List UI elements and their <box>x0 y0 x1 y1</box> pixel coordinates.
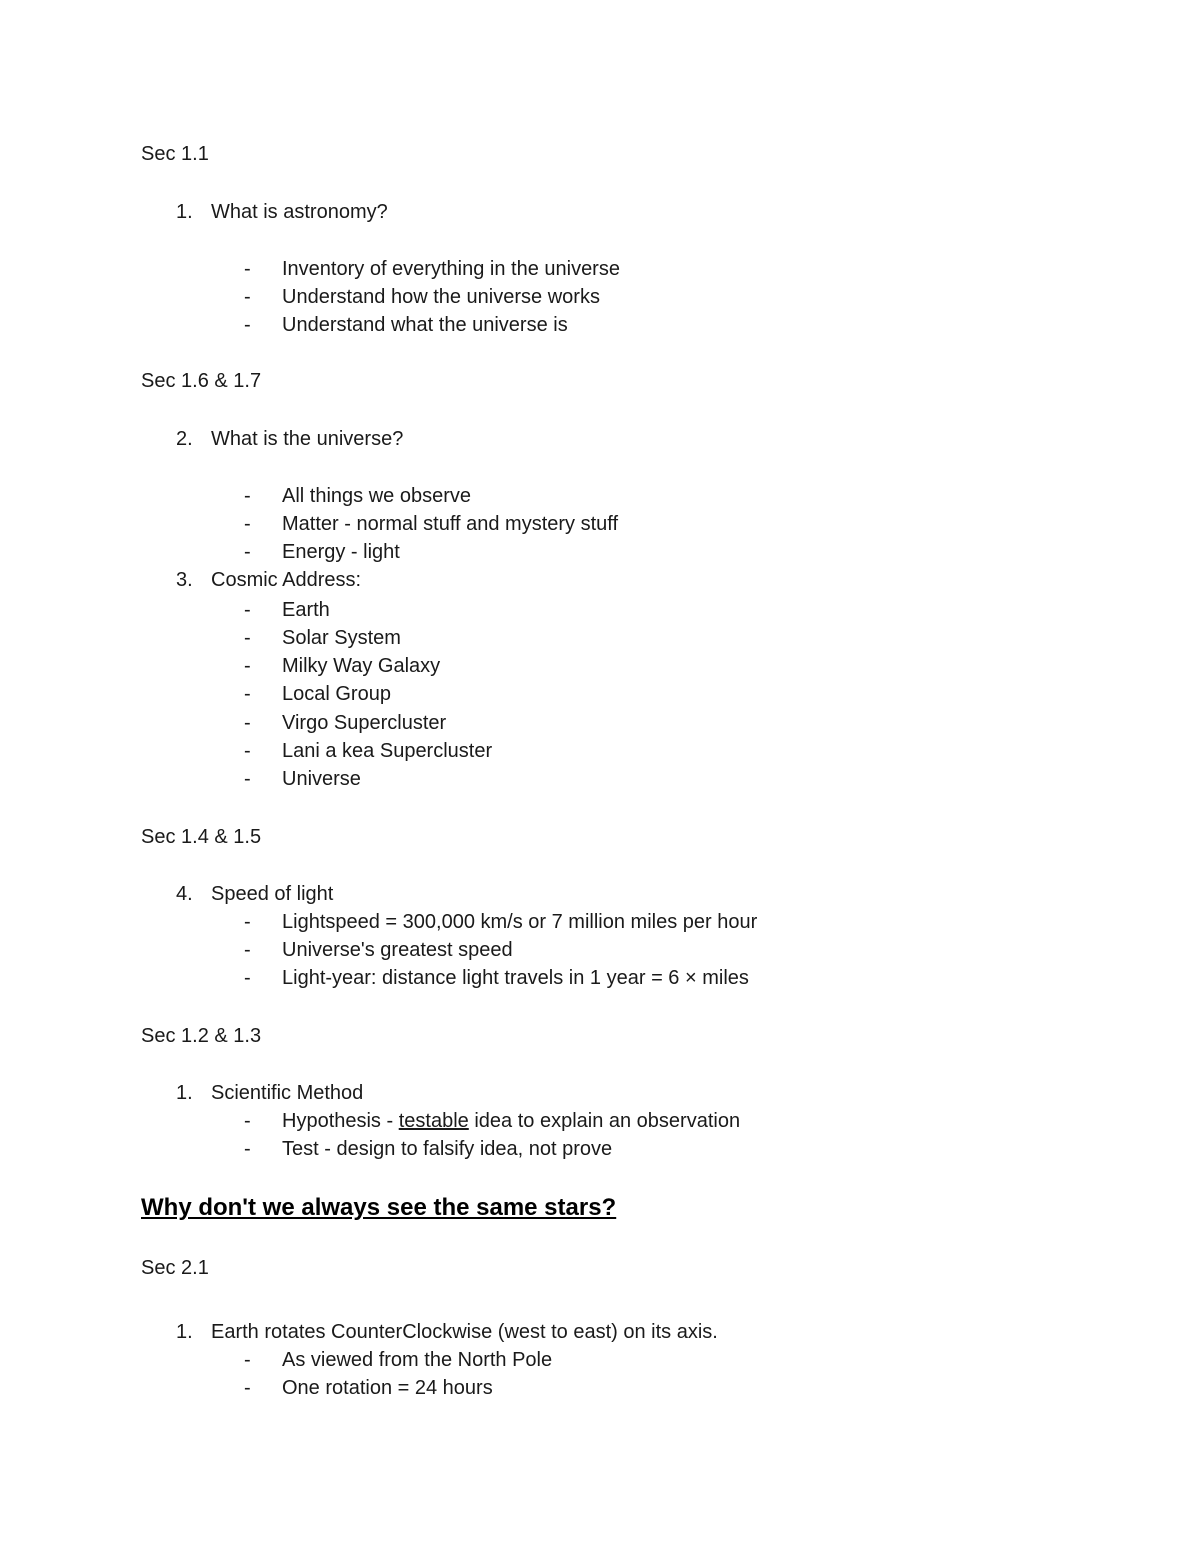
bullet-dash: - <box>244 314 251 336</box>
list-item: Earth rotates CounterClockwise (west to east) on its axis. <box>211 1321 718 1343</box>
bullet-dash: - <box>244 258 251 280</box>
bullet-item: Energy - light <box>282 541 400 563</box>
bullet-dash: - <box>244 1110 251 1132</box>
bullet-text: Hypothesis - <box>282 1110 399 1132</box>
bullet-item: Earth <box>282 599 330 621</box>
page-heading: Why don't we always see the same stars? <box>141 1194 617 1221</box>
bullet-item: Milky Way Galaxy <box>282 655 441 677</box>
bullet-dash: - <box>244 655 251 677</box>
section-title: Sec 1.6 & 1.7 <box>141 370 262 392</box>
list-number: 1. <box>176 201 193 223</box>
bullet-dash: - <box>244 768 251 790</box>
bullet-item: As viewed from the North Pole <box>282 1349 553 1371</box>
bullet-dash: - <box>244 683 251 705</box>
bullet-item: Local Group <box>282 683 391 705</box>
bullet-dash: - <box>244 513 251 535</box>
bullet-item: One rotation = 24 hours <box>282 1377 493 1399</box>
bullet-item: Light-year: distance light travels in 1 year = 6 × miles <box>282 967 749 989</box>
bullet-item: All things we observe <box>282 485 471 507</box>
bullet-dash: - <box>244 599 251 621</box>
bullet-dash: - <box>244 286 251 308</box>
bullet-item: Understand how the universe works <box>282 286 600 308</box>
list-number: 3. <box>176 569 193 591</box>
bullet-dash: - <box>244 939 251 961</box>
list-number: 4. <box>176 883 193 905</box>
list-number: 2. <box>176 428 193 450</box>
section-title: Sec 1.4 & 1.5 <box>141 826 262 848</box>
bullet-item: Test - design to falsify idea, not prove <box>282 1138 613 1160</box>
bullet-item: Universe's greatest speed <box>282 939 513 961</box>
bullet-item: Understand what the universe is <box>282 314 568 336</box>
bullet-dash: - <box>244 911 251 933</box>
bullet-item: Lightspeed = 300,000 km/s or 7 million miles per hour <box>282 911 758 933</box>
bullet-dash: - <box>244 541 251 563</box>
bullet-item: Lani a kea Supercluster <box>282 740 493 762</box>
list-item: Speed of light <box>211 883 334 905</box>
list-number: 1. <box>176 1082 193 1104</box>
bullet-dash: - <box>244 967 251 989</box>
list-item: What is the universe? <box>211 428 404 450</box>
bullet-item: Solar System <box>282 627 401 649</box>
underlined-term: testable <box>398 1110 469 1132</box>
bullet-text: idea to explain an observation <box>468 1110 741 1132</box>
bullet-item: Virgo Supercluster <box>282 712 447 734</box>
section-title: Sec 1.1 <box>141 143 209 165</box>
bullet-item: Universe <box>282 768 361 790</box>
bullet-item: Inventory of everything in the universe <box>282 258 620 280</box>
bullet-dash: - <box>244 740 251 762</box>
bullet-dash: - <box>244 1377 251 1399</box>
bullet-dash: - <box>244 712 251 734</box>
bullet-dash: - <box>244 627 251 649</box>
bullet-dash: - <box>244 485 251 507</box>
bullet-dash: - <box>244 1349 251 1371</box>
list-item: What is astronomy? <box>211 201 388 223</box>
list-number: 1. <box>176 1321 193 1343</box>
section-title: Sec 2.1 <box>141 1257 209 1279</box>
bullet-item <box>282 1109 740 1133</box>
list-item: Scientific Method <box>211 1082 364 1104</box>
bullet-item: Matter - normal stuff and mystery stuff <box>282 513 619 535</box>
list-item: Cosmic Address: <box>211 569 362 591</box>
section-title: Sec 1.2 & 1.3 <box>141 1025 262 1047</box>
bullet-dash: - <box>244 1138 251 1160</box>
